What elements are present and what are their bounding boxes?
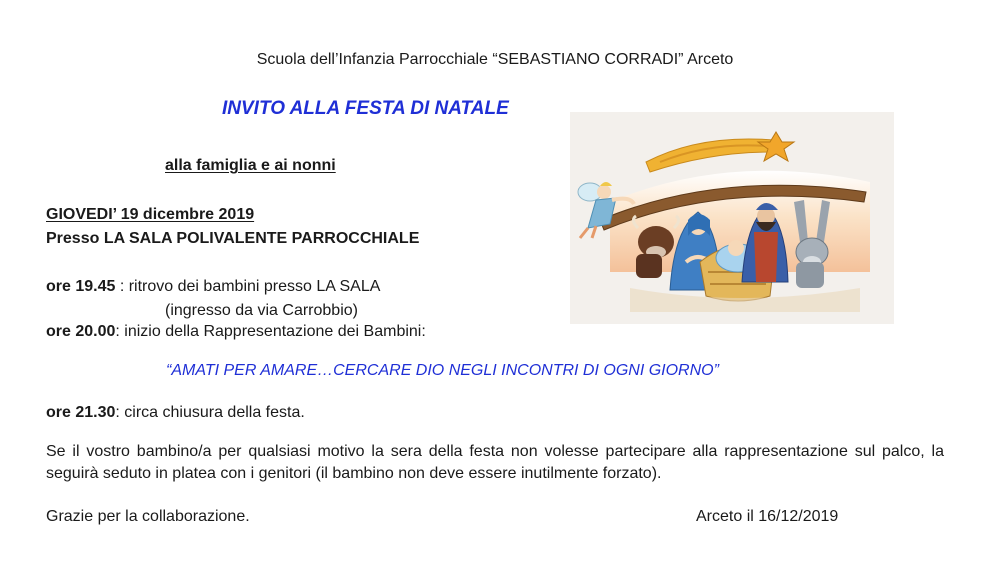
nativity-illustration (570, 112, 894, 324)
school-header: Scuola dell’Infanzia Parrocchiale “SEBASTIANO CORRADI” Arceto (256, 51, 734, 68)
invitation-title: INVITO ALLA FESTA DI NATALE (222, 98, 509, 119)
thanks-line: Grazie per la collaborazione. (46, 508, 250, 525)
schedule-text: : ritrovo dei bambini presso LA SALA (115, 278, 381, 295)
schedule-item (46, 322, 426, 342)
schedule-item (46, 403, 305, 423)
notice-paragraph: Se il vostro bambino/a per qualsiasi motivo la sera della festa non volesse partecipare alla rappresentazione sul palco, la seguirà seduto in platea con i genitori (il bambino non deve essere inutilmente forzato). (46, 443, 944, 482)
schedule-text: : circa chiusura della festa. (115, 404, 305, 421)
schedule-time: ore 19.45 (46, 278, 116, 295)
schedule-time: ore 20.00 (46, 323, 116, 340)
place-date: Arceto il 16/12/2019 (696, 508, 839, 525)
schedule-note: (ingresso da via Carrobbio) (165, 302, 358, 319)
schedule-time: ore 21.30 (46, 404, 116, 421)
nativity-scene-image (570, 112, 894, 324)
schedule-text: : inizio della Rappresentazione dei Bambini: (115, 323, 426, 340)
event-venue: Presso LA SALA POLIVALENTE PARROCCHIALE (46, 230, 420, 247)
schedule-item (46, 277, 380, 297)
event-date: GIOVEDI’ 19 dicembre 2019 (46, 206, 255, 223)
show-title: “AMATI PER AMARE…CERCARE DIO NEGLI INCONTRI DI OGNI GIORNO” (166, 362, 719, 379)
recipients-line: alla famiglia e ai nonni (165, 157, 336, 174)
